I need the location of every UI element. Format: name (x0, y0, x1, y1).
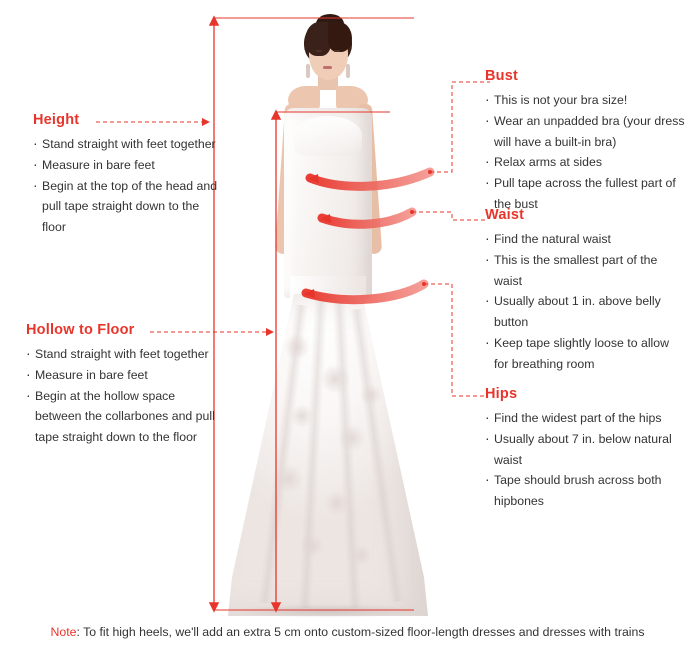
annotation-waist (485, 207, 685, 375)
list-item: · Wear an unpadded bra (your dress will have a built-in bra) (485, 111, 685, 153)
hair-front-right (328, 22, 352, 52)
annotation-hips-list (485, 408, 680, 512)
list-item: · Begin at the hollow space between the collarbones and pull tape straight down to the floor (26, 386, 221, 448)
list-item: · Tape should brush across both hipbones (485, 470, 680, 512)
annotation-bust (485, 68, 685, 215)
list-item: · This is the smallest part of the waist (485, 250, 685, 292)
list-item: · Find the natural waist (485, 229, 685, 250)
annotation-height (33, 112, 223, 238)
dress-skirt (228, 294, 428, 616)
list-item: · Begin at the top of the head and pull tape straight down to the floor (33, 176, 223, 238)
list-item: · Usually about 1 in. above belly button (485, 291, 685, 333)
list-item: · Relax arms at sides (485, 152, 685, 173)
footer-note (0, 625, 695, 639)
annotation-height-title: Height (33, 112, 80, 128)
footer-note-text: : To fit high heels, we'll add an extra 5 cm onto custom-sized floor-length dresses and dresses with trains (76, 625, 645, 639)
earring-left (306, 64, 310, 78)
list-item: · Pull tape across the fullest part of the bust (485, 173, 685, 215)
eye-right (334, 50, 340, 52)
list-item: · Usually about 7 in. below natural waist (485, 429, 680, 471)
annotation-hips-title: Hips (485, 386, 518, 402)
list-item: · Measure in bare feet (33, 155, 223, 176)
annotation-hollow-to-floor-list (26, 344, 221, 448)
annotation-bust-list (485, 90, 685, 215)
dress-bodice (284, 108, 372, 298)
annotation-waist-title: Waist (485, 207, 525, 223)
floor-shadow (230, 604, 426, 618)
list-item: · Stand straight with feet together (33, 134, 223, 155)
annotation-height-list (33, 134, 223, 238)
list-item: · Keep tape slightly loose to allow for breathing room (485, 333, 685, 375)
annotation-hollow-to-floor-title: Hollow to Floor (26, 322, 135, 338)
earring-right (346, 64, 350, 78)
annotation-bust-title: Bust (485, 68, 519, 84)
list-item: · Measure in bare feet (26, 365, 221, 386)
list-item: · Find the widest part of the hips (485, 408, 680, 429)
list-item: · Stand straight with feet together (26, 344, 221, 365)
annotation-waist-list (485, 229, 685, 375)
annotation-hips (485, 386, 680, 512)
mouth (323, 66, 332, 69)
dress-illustration (210, 8, 440, 620)
list-item: · This is not your bra size! (485, 90, 685, 111)
footer-note-label: Note (50, 625, 77, 639)
eye-left (316, 50, 322, 52)
annotation-hollow-to-floor (26, 322, 221, 448)
